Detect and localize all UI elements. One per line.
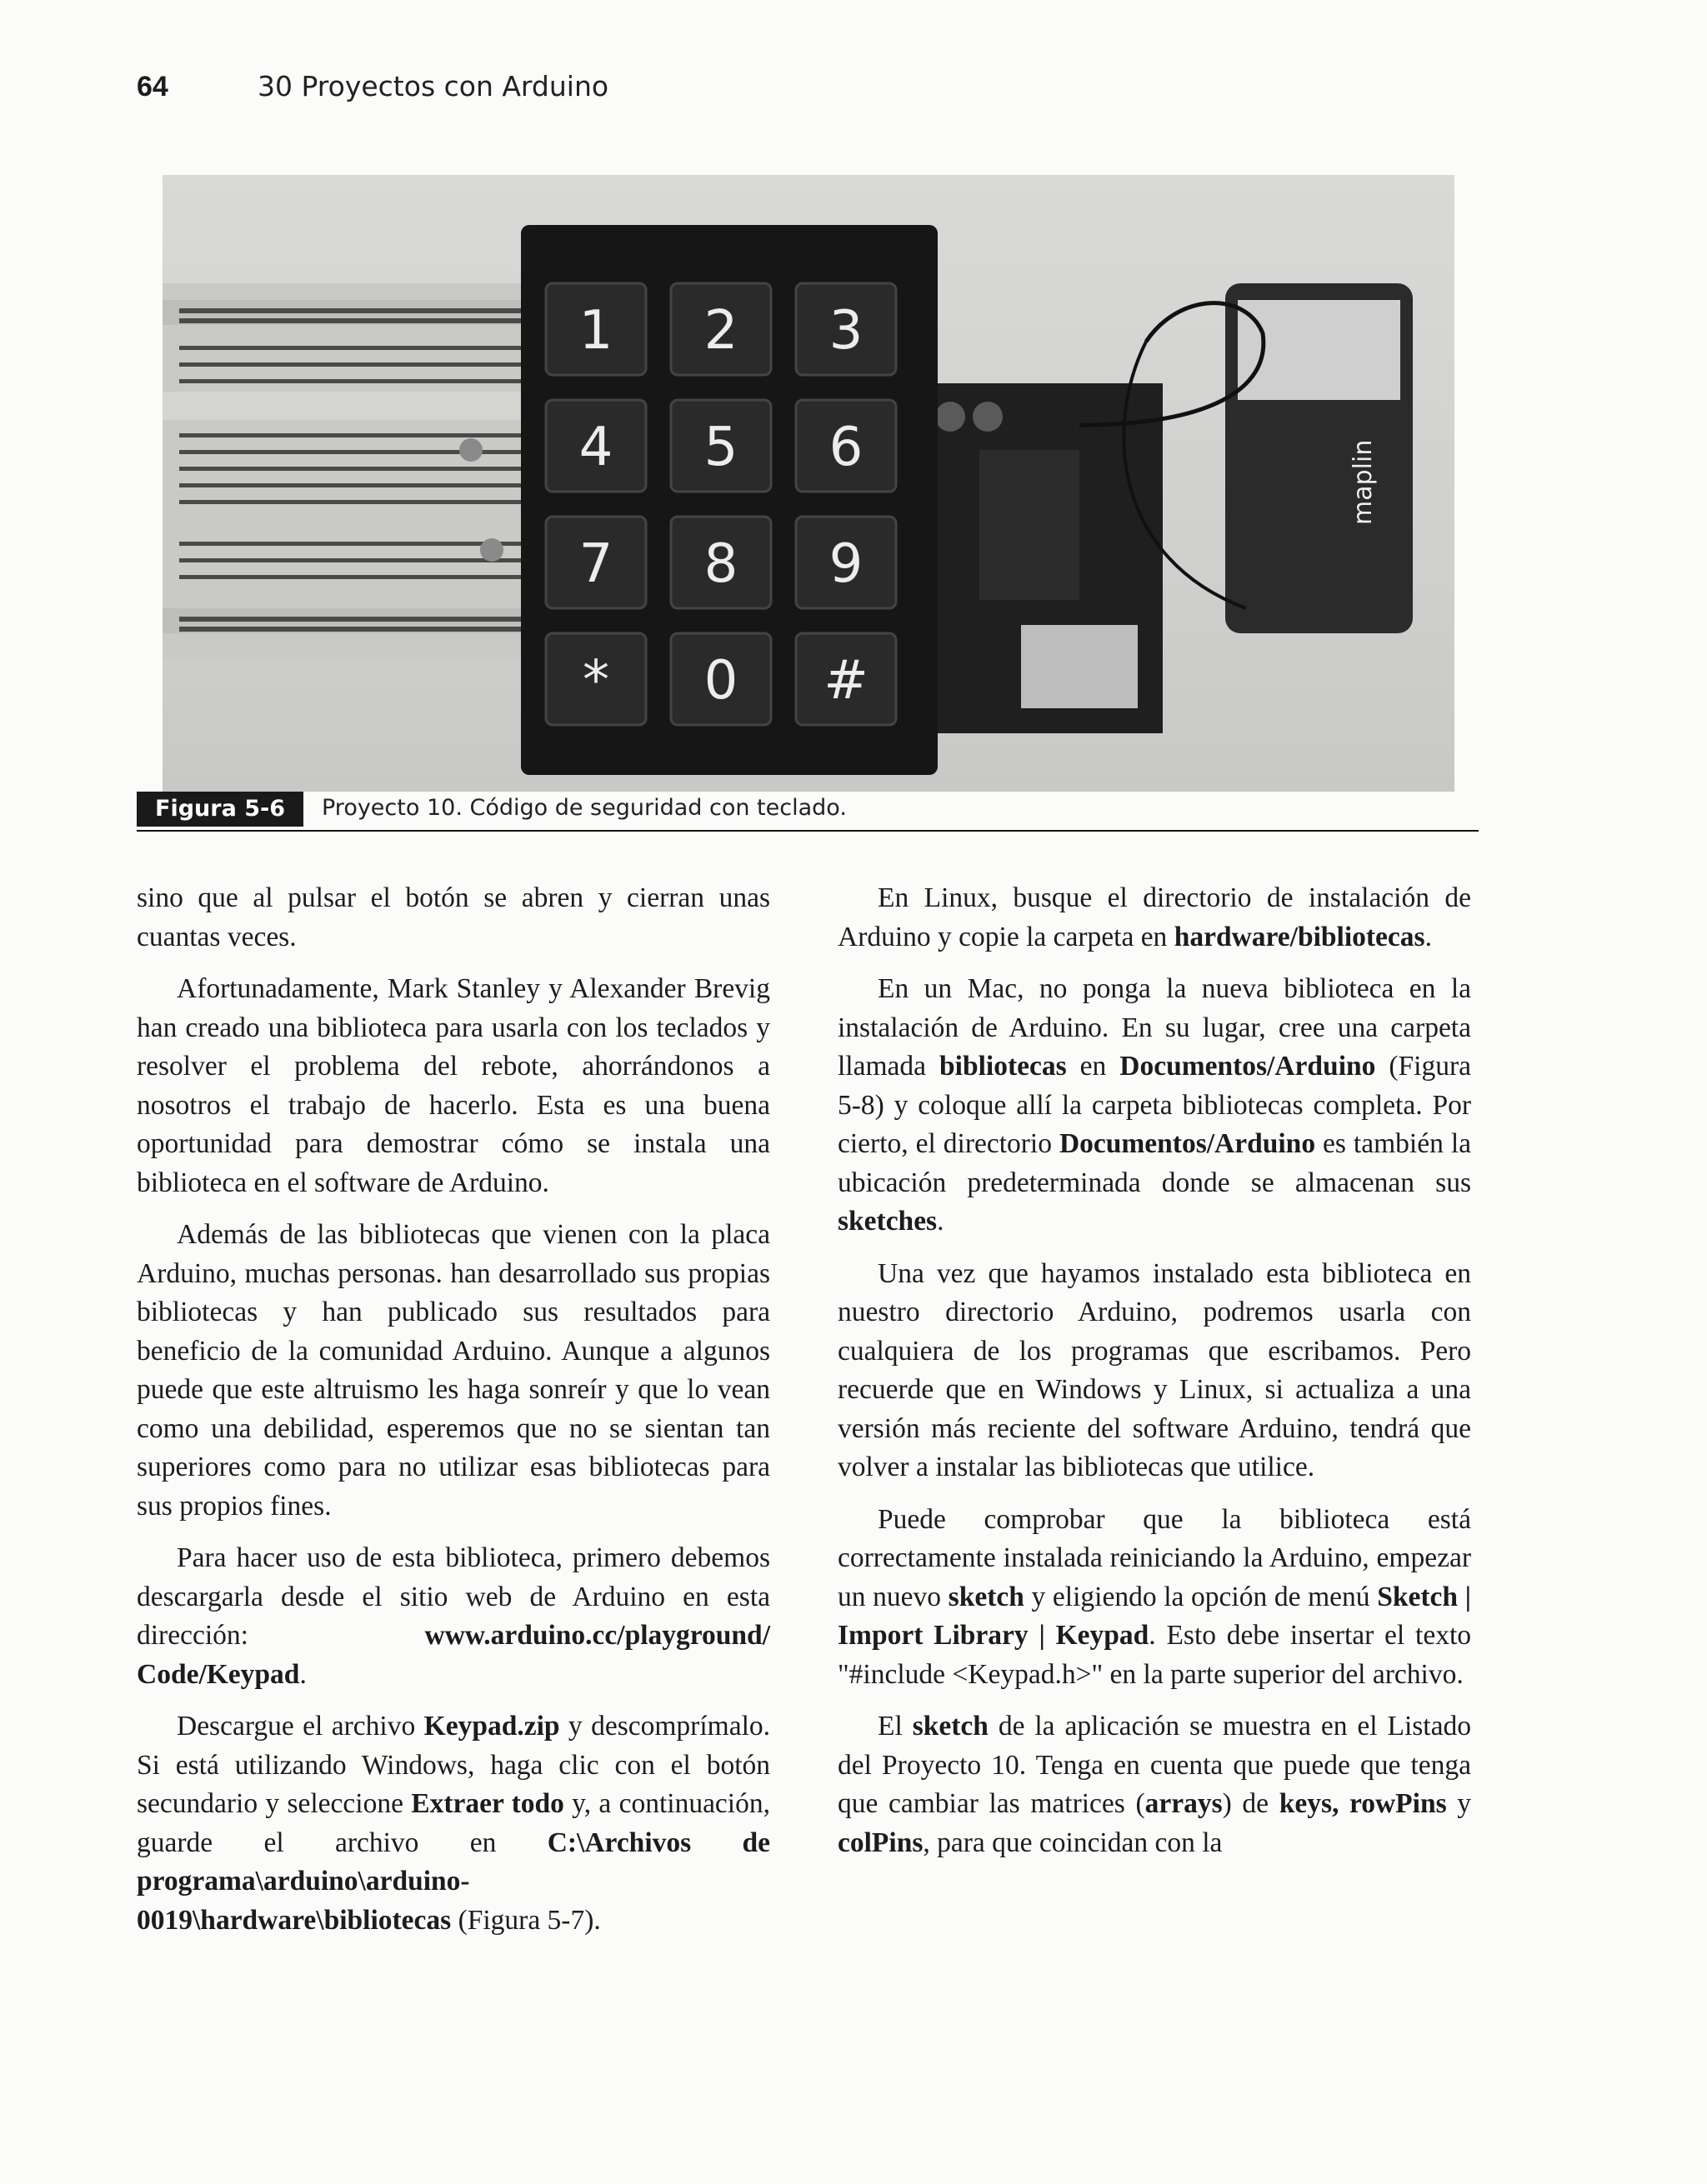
figure-caption: Proyecto 10. Código de seguridad con teclado.: [322, 795, 847, 821]
filename: Keypad.zip: [423, 1711, 560, 1742]
text: .: [299, 1658, 307, 1690]
paragraph: Además de las bibliotecas que vienen con la placa Arduino, muchas personas. han desarrollado sus propias bibliotecas y han publicado sus resultados para beneficio de la comunidad Arduino. Aunque a algunos puede que este altruismo les haga sonreír y que lo vean como una debilidad, esperemos que no se sientan tan superiores como para no utilizar esas bibliotecas para sus propios fines.: [137, 1219, 770, 1522]
text: y descomprímalo. Si está utilizando Windows, haga clic con el botón secundario y seleccione: [137, 1711, 771, 1819]
text: .: [1424, 921, 1432, 952]
left-column: [137, 879, 770, 1953]
book-title: 30 Proyectos con Arduino: [258, 70, 609, 102]
text: ) de: [1222, 1788, 1279, 1819]
text: (Figura 5-7).: [451, 1904, 601, 1936]
text: y eligiendo la opción de menú: [1024, 1581, 1378, 1612]
url: www.arduino.cc/playground/ Code/Keypad: [137, 1620, 770, 1690]
running-head: [137, 70, 608, 120]
menu-path: Sketch | Import Library | Keypad: [838, 1581, 1472, 1651]
term: sketch: [948, 1581, 1024, 1612]
text: . Esto debe insertar el texto "#include <Keypad.h>" en la parte superior del archivo.: [838, 1620, 1472, 1690]
figure-label-badge: Figura 5-6: [137, 792, 303, 827]
term: sketches: [838, 1206, 938, 1237]
variable-name: colPins: [838, 1827, 924, 1858]
key-9: 9: [828, 533, 864, 595]
paragraph: [137, 1539, 770, 1694]
path: C:\Archivos de programa\arduino\arduino-0019\hardware\bibliotecas: [137, 1827, 770, 1936]
key-3: 3: [828, 300, 864, 362]
paragraph: [838, 1707, 1471, 1862]
key-7: 7: [578, 533, 613, 595]
folder: bibliotecas: [939, 1051, 1067, 1082]
paragraph: sino que al pulsar el botón se abren y cierran unas cuantas veces.: [137, 882, 770, 952]
battery-label: maplin: [1349, 439, 1378, 525]
key-5: 5: [703, 417, 738, 478]
text: En un Mac, no ponga la nueva biblioteca en la instalación de Arduino. En su lugar, cree una carpeta llamada: [838, 973, 1471, 1082]
text: Descargue el archivo: [177, 1711, 424, 1742]
path: Documentos/Arduino: [1119, 1051, 1376, 1082]
battery-9v: [1225, 283, 1413, 633]
key-8: 8: [703, 533, 738, 595]
figure-caption-row: [137, 790, 1479, 832]
key-1: 1: [578, 300, 613, 362]
keypad: [521, 225, 938, 775]
text: El: [878, 1711, 913, 1742]
paragraph: [838, 879, 1471, 957]
text: En Linux, busque el directorio de instalación de Arduino y copie la carpeta en: [838, 882, 1471, 952]
paragraph: [137, 1707, 770, 1940]
term: sketch: [912, 1711, 989, 1742]
key-4: 4: [578, 417, 613, 478]
figure-photo: [163, 175, 1454, 792]
text: (Figura 5-8) y coloque allí la carpeta bibliotecas completa. Por cierto, el directorio: [838, 1051, 1472, 1159]
paragraph: Una vez que hayamos instalado esta biblioteca en nuestro directorio Arduino, podremos usarla con cualquiera de los programas que escribamos. Pero recuerde que en Windows y Linux, si actualiza a una versión más reciente del software Arduino, tendrá que volver a instalar las bibliotecas que utilice.: [838, 1257, 1471, 1482]
text: Para hacer uso de esta biblioteca, primero debemos descargarla desde el sitio web de Arduino en esta dirección:: [137, 1542, 770, 1651]
text: .: [937, 1206, 944, 1237]
text: en: [1066, 1051, 1120, 1082]
text: Puede comprobar que la biblioteca está correctamente instalada reiniciando la Arduino, empezar un nuevo: [838, 1503, 1471, 1612]
text: es también la ubicación predeterminada donde se almacenan sus: [838, 1128, 1471, 1198]
text: de la aplicación se muestra en el Listado del Proyecto 10. Tenga en cuenta que puede que tenga que cambiar las matrices (: [838, 1711, 1471, 1819]
term: arrays: [1144, 1788, 1223, 1819]
key-6: 6: [828, 417, 864, 478]
paragraph: Afortunadamente, Mark Stanley y Alexander Brevig han creado una biblioteca para usarla con los teclados y resolver el problema del rebote, ahorrándonos a nosotros el trabajo de hacerlo. Esta es una buena oportunidad para demostrar cómo se instala una biblioteca en el software de Arduino.: [137, 973, 770, 1198]
page-number: 64: [137, 71, 168, 102]
text: , para que coincidan con la: [923, 1827, 1223, 1858]
path: hardware/bibliotecas: [1174, 921, 1425, 952]
text: y: [1446, 1788, 1472, 1819]
paragraph: [838, 1501, 1471, 1695]
right-column: [838, 879, 1471, 1876]
path: Documentos/Arduino: [1059, 1128, 1316, 1159]
key-star: *: [583, 650, 609, 712]
key-hash: #: [823, 650, 869, 712]
variable-names: keys, rowPins: [1279, 1788, 1447, 1819]
text: y, a continuación, guarde el archivo en: [137, 1788, 770, 1858]
key-2: 2: [703, 300, 738, 362]
paragraph: [838, 970, 1471, 1242]
menu-action: Extraer todo: [411, 1788, 564, 1819]
key-0: 0: [703, 650, 738, 712]
